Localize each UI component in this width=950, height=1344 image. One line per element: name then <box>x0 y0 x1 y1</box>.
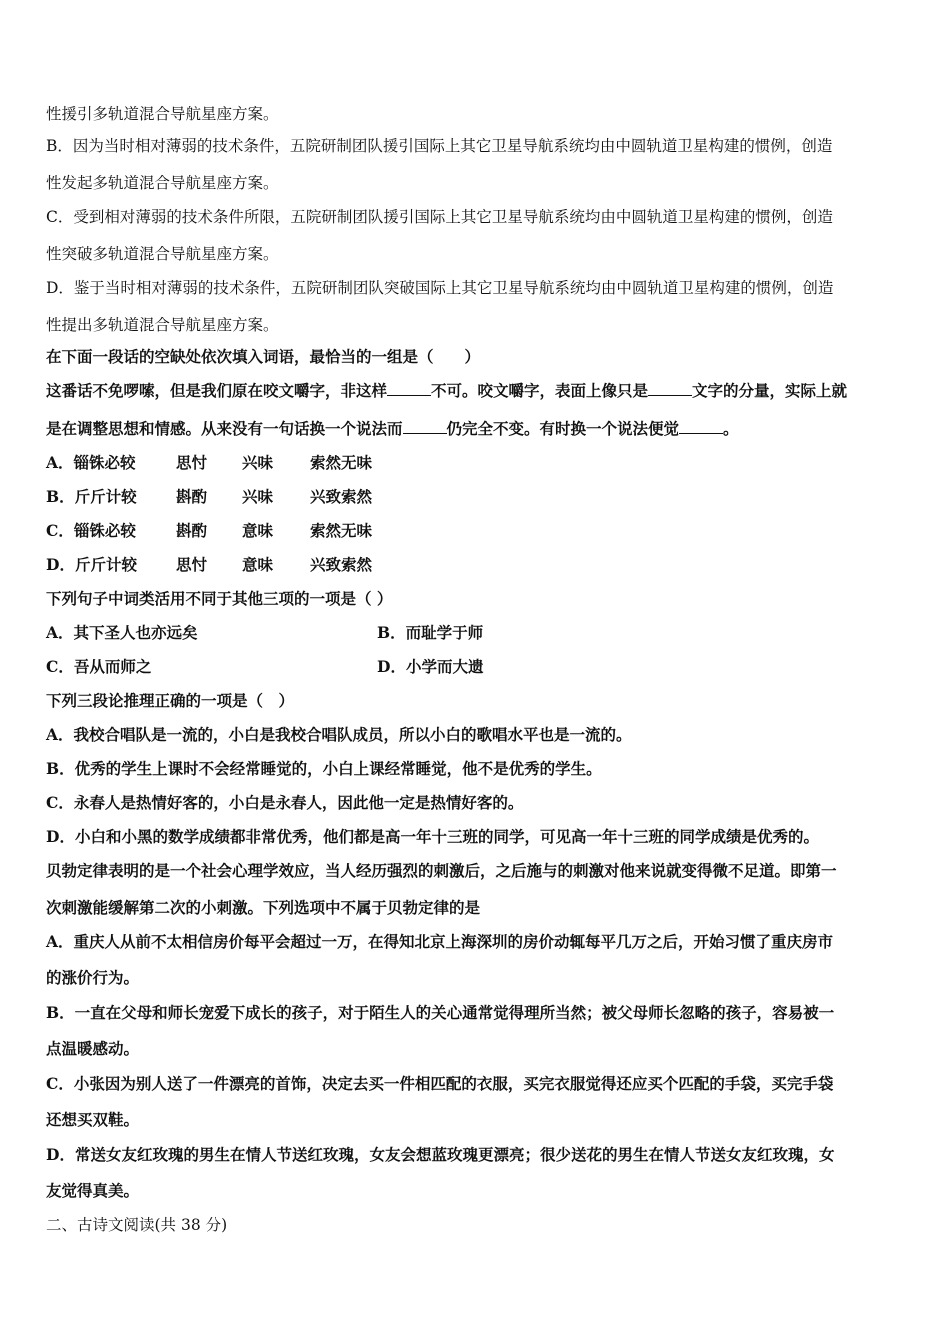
option-label: B．斤斤计较 <box>46 487 137 506</box>
blank <box>403 419 447 434</box>
option-d-line1: D．鉴于当时相对薄弱的技术条件，五院研制团队突破国际上其它卫星导航系统均由中圆轨道卫星构建的惯例，创造 <box>46 279 834 297</box>
option-word: 斟酌 <box>176 487 208 506</box>
option-word: 兴致索然 <box>310 555 373 574</box>
blank <box>387 381 431 396</box>
option-c-line2: 性突破多轨道混合导航星座方案。 <box>46 245 279 263</box>
option-d: D．小学而大遗 <box>377 657 484 676</box>
passage-line1 <box>46 381 847 401</box>
option-b: B．优秀的学生上课时不会经常睡觉的，小白上课经常睡觉，他不是优秀的学生。 <box>46 759 602 778</box>
option-label: D．斤斤计较 <box>46 555 137 574</box>
option-a: A．我校合唱队是一流的，小白是我校合唱队成员，所以小白的歌唱水平也是一流的。 <box>46 725 632 744</box>
option-b-line2: 性发起多轨道混合导航星座方案。 <box>46 174 279 192</box>
option-word: 思忖 <box>176 453 208 472</box>
option-word: 兴味 <box>242 487 274 506</box>
passage-text: 仍完全不变。有时换一个说法便觉 <box>446 419 680 438</box>
option-a-line2: 的涨价行为。 <box>46 968 140 987</box>
option-row-a <box>46 453 466 473</box>
passage-text: 。 <box>723 419 739 438</box>
section-title: 二、古诗文阅读(共 38 分) <box>46 1216 228 1234</box>
passage-line2 <box>46 419 739 439</box>
question-stem-line1: 贝勃定律表明的是一个社会心理学效应，当人经历强烈的刺激后，之后施与的刺激对他来说就变得微不足道。即第一 <box>46 861 837 880</box>
option-label: A．锱铢必较 <box>46 453 136 472</box>
option-word: 思忖 <box>176 555 208 574</box>
option-row-b <box>46 487 466 507</box>
option-a: A．其下圣人也亦远矣 <box>46 623 198 642</box>
option-b: B．而耻学于师 <box>377 623 484 642</box>
question-stem: 在下面一段话的空缺处依次填入词语，最恰当的一组是（ ） <box>46 347 481 366</box>
option-row-c <box>46 521 466 541</box>
blank <box>679 419 723 434</box>
option-c-line1: C．小张因为别人送了一件漂亮的首饰，决定去买一件相匹配的衣服，买完衣服觉得还应买个匹配的手袋，买完手袋 <box>46 1074 834 1093</box>
question-stem: 下列三段论推理正确的一项是（ ） <box>46 691 295 710</box>
option-c-line1: C．受到相对薄弱的技术条件所限，五院研制团队援引国际上其它卫星导航系统均由中圆轨道卫星构建的惯例，创造 <box>46 208 833 226</box>
option-word: 意味 <box>242 521 274 540</box>
passage-text: 这番话不免啰嗦，但是我们原在咬文嚼字，非这样 <box>46 381 388 400</box>
option-d-line2: 性提出多轨道混合导航星座方案。 <box>46 316 279 334</box>
option-label: C．锱铢必较 <box>46 521 136 540</box>
option-d-line1: D．常送女友红玫瑰的男生在情人节送红玫瑰，女友会想蓝玫瑰更漂亮；很少送花的男生在情人节送女友红玫瑰，女 <box>46 1145 835 1164</box>
option-a-line1: A．重庆人从前不太相信房价每平会超过一万，在得知北京上海深圳的房价动辄每平几万之后，开始习惯了重庆房市 <box>46 932 834 951</box>
option-b-line1: B．一直在父母和师长宠爱下成长的孩子，对于陌生人的关心通常觉得理所当然；被父母师长忽略的孩子，容易被一 <box>46 1003 835 1022</box>
passage-text: 不可。咬文嚼字，表面上像只是 <box>431 381 649 400</box>
option-word: 兴味 <box>242 453 274 472</box>
option-d: D．小白和小黑的数学成绩都非常优秀，他们都是高一年十三班的同学，可见高一年十三班的同学成绩是优秀的。 <box>46 827 819 846</box>
option-word: 索然无味 <box>310 453 373 472</box>
text-line: 性援引多轨道混合导航星座方案。 <box>46 105 279 123</box>
option-d-line2: 友觉得真美。 <box>46 1181 140 1200</box>
option-word: 意味 <box>242 555 274 574</box>
option-row-d <box>46 555 466 575</box>
blank <box>648 381 692 396</box>
option-b-line1: B．因为当时相对薄弱的技术条件，五院研制团队援引国际上其它卫星导航系统均由中圆轨道卫星构建的惯例，创造 <box>46 137 833 155</box>
option-c-line2: 还想买双鞋。 <box>46 1110 140 1129</box>
option-c: C．永春人是热情好客的，小白是永春人，因此他一定是热情好客的。 <box>46 793 524 812</box>
passage-text: 是在调整思想和情感。从来没有一句话换一个说法而 <box>46 419 403 438</box>
option-b-line2: 点温暖感动。 <box>46 1039 140 1058</box>
passage-text: 文字的分量，实际上就 <box>692 381 848 400</box>
question-stem-line2: 次刺激能缓解第二次的小刺激。下列选项中不属于贝勃定律的是 <box>46 898 481 917</box>
option-word: 索然无味 <box>310 521 373 540</box>
option-word: 斟酌 <box>176 521 208 540</box>
option-word: 兴致索然 <box>310 487 373 506</box>
question-stem: 下列句子中词类活用不同于其他三项的一项是（ ） <box>46 589 393 608</box>
option-c: C．吾从而师之 <box>46 657 152 676</box>
